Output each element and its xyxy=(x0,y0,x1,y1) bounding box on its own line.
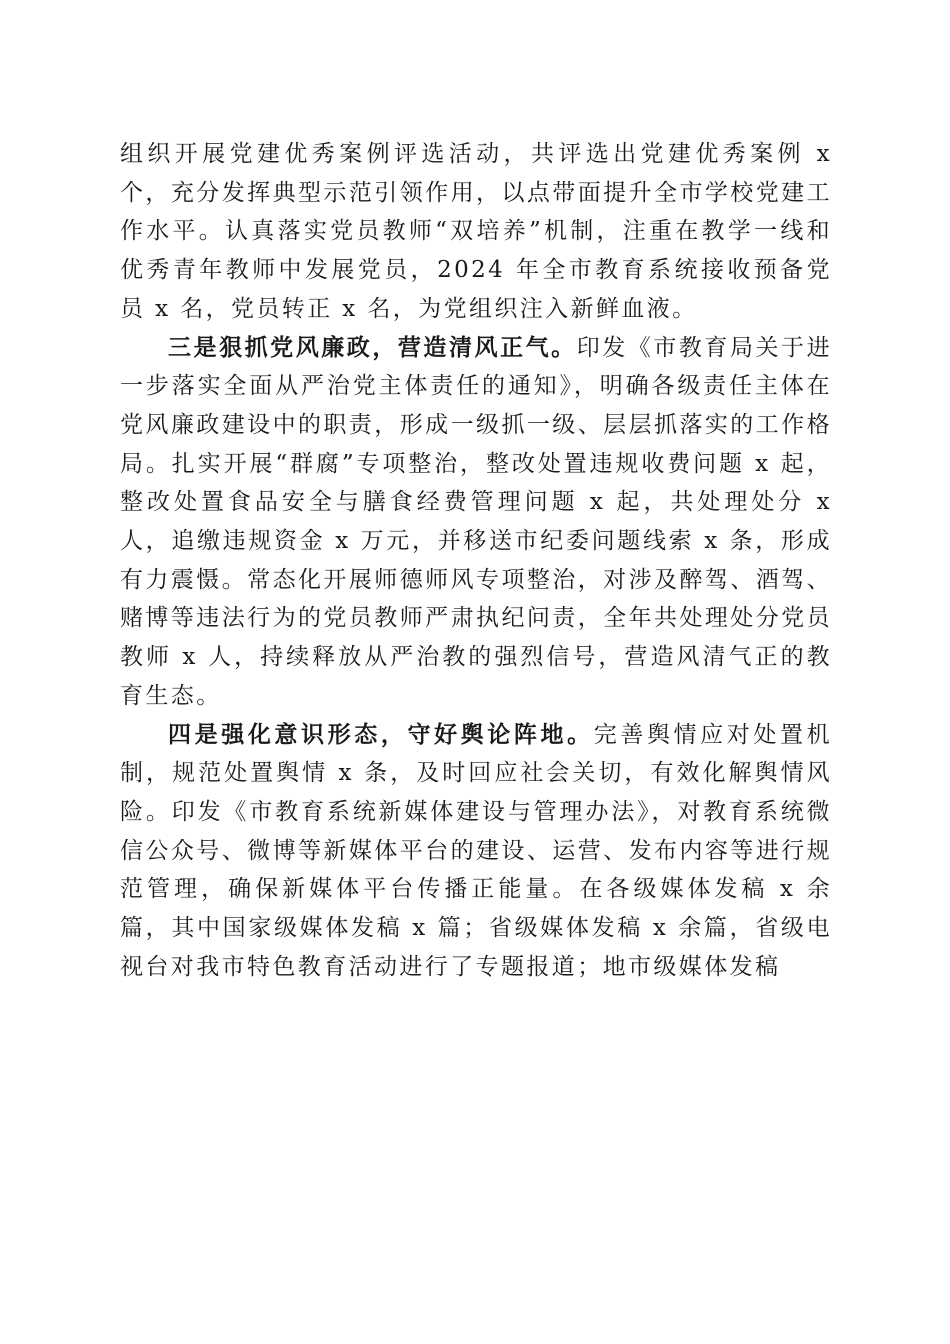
paragraph-body: 完善舆情应对处置机制，规范处置舆情 x 条，及时回应社会关切，有效化解舆情风险。印发《市教育系统新媒体建设与管理办法》，对教育系统微信公众号、微博等新媒体平台的建设、运营、发布内容等进行规范管理，确保新媒体平台传播正能量。在各级媒体发稿 x 余篇，其中国家级媒体发稿 x 篇；省级媒体发稿 x 余篇，省级电视台对我市特色教育活动进行了专题报道；地市级媒体发稿 xyxy=(120,721,832,980)
paragraph-lead: 三是狠抓党风廉政，营造清风正气。 xyxy=(168,333,577,361)
paragraph-body: 组织开展党建优秀案例评选活动，共评选出党建优秀案例 x 个，充分发挥典型示范引领作用，以点带面提升全市学校党建工作水平。认真落实党员教师“双培养”机制，注重在教学一线和优秀青年教师中发展党员，2024 年全市教育系统接收预备党员 x 名，党员转正 x 名，为党组织注入新鲜血液。 xyxy=(120,141,832,322)
paragraph-party-building-cases xyxy=(120,135,832,329)
document-page xyxy=(120,135,832,986)
paragraph-ideology xyxy=(120,716,832,987)
paragraph-party-conduct xyxy=(120,329,832,716)
paragraph-body: 印发《市教育局关于进一步落实全面从严治党主体责任的通知》，明确各级责任主体在党风廉政建设中的职责，形成一级抓一级、层层抓落实的工作格局。扎实开展“群腐”专项整治，整改处置违规收费问题 x 起，整改处置食品安全与膳食经费管理问题 x 起，共处理处分 x 人，追缴违规资金 x 万元，并移送市纪委问题线索 x 条，形成有力震慑。常态化开展师德师风专项整治，对涉及醉驾、酒驾、赌博等违法行为的党员教师严肃执纪问责，全年共处理处分党员教师 x 人，持续释放从严治教的强烈信号，营造风清气正的教育生态。 xyxy=(120,334,832,709)
paragraph-lead: 四是强化意识形态，守好舆论阵地。 xyxy=(168,720,594,748)
